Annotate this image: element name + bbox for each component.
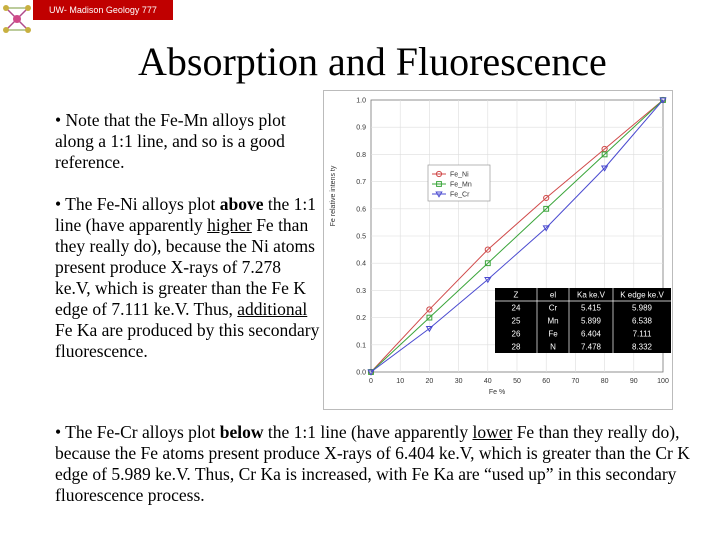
y-tick-label: 0.2 [356,315,366,323]
table-cell: N [550,342,556,352]
x-tick-label: 50 [513,378,521,385]
fe-ni-emphasis-above: above [219,194,264,214]
table-cell: 28 [511,342,521,352]
table-cell: 26 [511,329,521,339]
x-tick-label: 90 [629,378,638,385]
course-tag: UW- Madison Geology 777 [33,0,173,20]
fe-cr-paragraph [55,422,695,506]
y-tick-label: 0.3 [356,287,366,295]
molecule-logo-icon [0,0,34,38]
table-cell: Fe [548,329,558,339]
x-tick-label: 10 [396,378,405,385]
x-tick-label: 60 [542,378,551,385]
table-cell: Cr [548,303,558,313]
y-tick-label: 0.6 [356,206,366,214]
x-tick-label: 40 [483,378,492,385]
x-tick-label: 70 [571,378,580,385]
note-text: • Note that the Fe-Mn alloys plot along a 1:1 line, and so is a good reference. [55,110,286,172]
fe-cr-emphasis-below: below [219,422,264,442]
table-header-cell: Ka ke.V [576,290,606,300]
slide-title: Absorption and Fluorescence [138,39,607,84]
table-cell: 5.415 [580,303,602,313]
table-cell: 25 [511,316,521,326]
legend-label: Fe_Mn [450,181,472,189]
chart-svg [323,90,673,410]
table-header-cell: el [549,290,557,300]
y-tick-label: 0.7 [356,179,366,187]
table-cell: 7.111 [632,329,652,339]
fe-ni-text-4: Fe Ka are produced by this secondary fluorescence. [55,320,320,361]
fe-cr-text-1: • The Fe-Cr alloys plot [55,422,220,442]
fe-ni-underline-higher: higher [207,215,252,235]
fluorescence-chart [323,90,673,410]
x-tick-label: 20 [425,378,434,385]
table-cell: 6.404 [580,329,602,339]
table-cell: 24 [511,303,521,313]
x-tick-label: 0 [369,378,373,385]
chart-frame [324,91,673,410]
y-tick-label: 0.5 [356,233,366,241]
legend-label: Fe_Cr [450,191,470,199]
y-tick-label: 1.0 [356,97,366,105]
table-cell: 5.899 [580,316,602,326]
fe-cr-underline-lower: lower [472,422,513,442]
fe-ni-text-1: • The Fe-Ni alloys plot [55,194,220,214]
y-axis-title: Fe relative intens ty [330,165,337,227]
fe-cr-text-3: Fe than they really do), because the Fe atoms present produce X-rays of 6.404 ke.V, which is greater than the Cr K edge of 5.989 ke.V. Thus, Cr Ka is increased, with Fe Ka are “used up” in this secondary fluorescence process. [55,422,690,505]
y-tick-label: 0.8 [356,151,366,159]
table-cell: 6.538 [631,316,653,326]
table-cell: 8.332 [631,342,653,352]
x-tick-label: 30 [454,378,463,385]
table-header-cell: K edge ke.V [620,290,664,300]
x-axis-title: Fe % [488,389,506,396]
fe-ni-text-2: the 1:1 line (have apparently [55,194,316,235]
y-tick-label: 0.4 [356,260,366,268]
fe-ni-underline-additional: additional [237,299,308,319]
y-tick-label: 0.0 [356,369,366,377]
table-header-cell: Z [513,290,519,300]
y-tick-label: 0.9 [356,124,366,132]
fe-cr-text-2: the 1:1 line (have apparently [263,422,473,442]
y-tick-label: 0.1 [356,342,366,350]
table-cell: Mn [547,316,559,326]
legend-label: Fe_Ni [450,171,469,179]
fe-ni-text-3: Fe than they really do), because the Ni atoms present produce X-rays of 7.278 ke.V, which is greater than the Fe K edge of 7.111 ke.V. Thus, [55,215,315,319]
note-paragraph [55,110,320,173]
x-tick-label: 100 [657,378,669,385]
x-tick-label: 80 [600,378,609,385]
table-cell: 5.989 [631,303,653,313]
fe-ni-paragraph [55,194,320,362]
table-cell: 7.478 [580,342,602,352]
